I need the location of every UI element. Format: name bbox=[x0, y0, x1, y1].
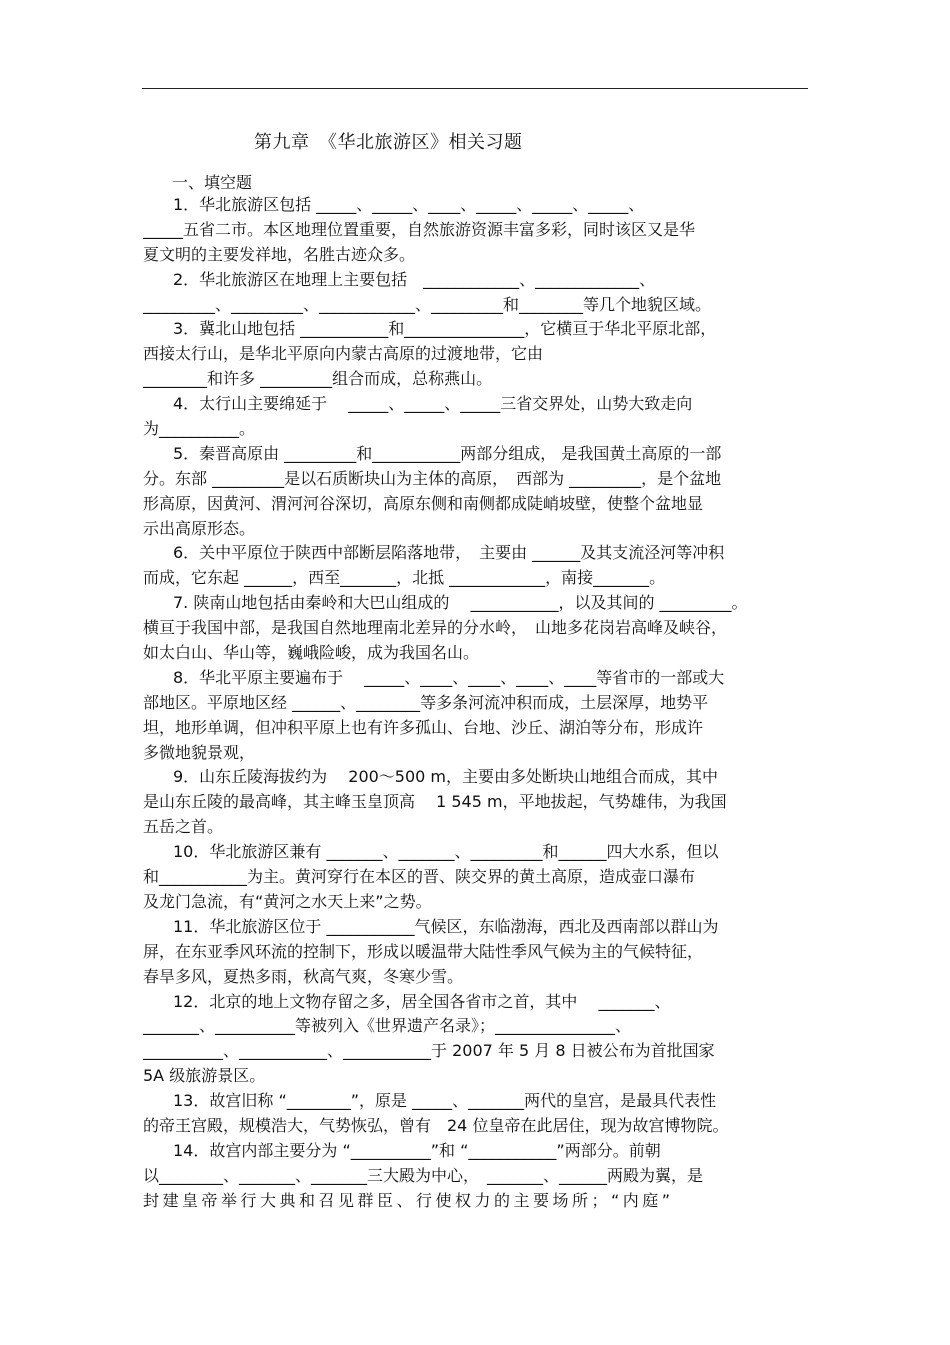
question-line: 12．北京的地上文物存留之多，居全国各省市之首，其中 _______、 bbox=[173, 991, 671, 1011]
question-line: 6．关中平原位于陕西中部断层陷落地带， 主要由 ______及其支流泾河等冲积 bbox=[173, 543, 725, 563]
question-10 bbox=[143, 840, 809, 915]
question-3 bbox=[143, 317, 809, 392]
question-line: 10．华北旅游区兼有 _______、_______、_________和______四大水系，但以 bbox=[173, 842, 719, 862]
question-line: 2．华北旅游区在地理上主要包括 ____________、_____________、 bbox=[173, 269, 656, 289]
question-7 bbox=[143, 591, 809, 666]
question-line: 春旱多风，夏热多雨，秋高气爽，冬寒少雪。 bbox=[143, 966, 464, 986]
question-6 bbox=[143, 541, 809, 591]
question-line: 的帝王宫殿，规模浩大，气势恢弘，曾有 24 位皇帝在此居住，现为故宫博物院。 bbox=[143, 1115, 729, 1135]
question-2 bbox=[143, 268, 809, 318]
question-line: 坦，地形单调，但冲积平原上也有许多孤山、台地、沙丘、湖泊等分布，形成许 bbox=[143, 717, 704, 737]
question-line: 而成，它东起 ______，西至_______，北抵 ____________，南接_______。 bbox=[143, 568, 666, 588]
question-line: 14．故宫内部主要分为 “__________”和 “___________”两部分。前朝 bbox=[173, 1140, 661, 1160]
question-line: _________、_________、____________、_________和________等几个地貌区域。 bbox=[143, 294, 712, 314]
question-line: 3．冀北山地包括 ___________和_______________，它横亘于华北平原北部， bbox=[173, 319, 717, 339]
question-11 bbox=[143, 915, 809, 990]
question-4 bbox=[143, 392, 809, 442]
question-line: _______、__________等被列入《世界遗产名录》；_______________、 bbox=[143, 1016, 632, 1036]
question-line: 11．华北旅游区位于 ___________气候区，东临渤海，西北及西南部以群山为 bbox=[173, 916, 719, 936]
question-line: 分。东部 _________是以石质断块山为主体的高原， 西部为 _________，是个盆地 bbox=[143, 468, 722, 488]
question-line: 以________、_______、_______三大殿为中心， _______、______两殿为翼，是 bbox=[143, 1165, 704, 1185]
question-line: 5．秦晋高原由 _________和___________两部分组成， 是我国黄土高原的一部 bbox=[173, 443, 722, 463]
question-line: 部地区。平原地区经 ______、________等多条河流冲积而成，土层深厚，地势平 bbox=[143, 692, 709, 712]
question-line: 如太白山、华山等，巍峨险峻，成为我国名山。 bbox=[143, 643, 480, 663]
question-line: 形高原，因黄河、渭河河谷深切，高原东侧和南侧都成陡峭坡壁，使整个盆地显 bbox=[143, 493, 704, 513]
question-line: 横亘于我国中部，是我国自然地理南北差异的分水岭， 山地多花岗岩高峰及峡谷， bbox=[143, 618, 728, 638]
question-12 bbox=[143, 990, 809, 1090]
question-line: ________和许多 _________组合而成，总称燕山。 bbox=[143, 369, 493, 389]
question-line: 西接太行山，是华北平原向内蒙古高原的过渡地带，它由 bbox=[143, 344, 544, 364]
page-title: 第九章 《华北旅游区》相关习题 bbox=[254, 132, 523, 153]
question-line: 4．太行山主要绵延于 _____、_____、_____三省交界处，山势大致走向 bbox=[173, 394, 693, 414]
question-line: 封建皇帝举行大典和召见群臣、行使权力的主要场所；“内庭” bbox=[143, 1190, 674, 1210]
question-line: 五岳之首。 bbox=[143, 817, 224, 837]
question-line: 1．华北旅游区包括 _____、_____、____、_____、_____、_____、 bbox=[173, 195, 645, 214]
question-line: 是山东丘陵的最高峰，其主峰玉皇顶高 1 545 m，平地拔起，气势雄伟，为我国 bbox=[143, 792, 727, 812]
question-13 bbox=[143, 1089, 809, 1139]
question-line: 和___________为主。黄河穿行在本区的晋、陕交界的黄土高原，造成壶口瀑布 bbox=[143, 867, 696, 887]
question-line: 5A 级旅游景区。 bbox=[143, 1066, 266, 1086]
header-rule bbox=[142, 88, 808, 89]
question-8 bbox=[143, 666, 809, 766]
question-line: 示出高原形态。 bbox=[143, 518, 256, 538]
question-line: 为__________。 bbox=[143, 419, 256, 439]
question-list bbox=[143, 193, 809, 1214]
question-line: 9．山东丘陵海拔约为 200～500 m，主要由多处断块山地组合而成，其中 bbox=[173, 767, 719, 787]
question-line: _____五省二市。本区地理位置重要，自然旅游资源丰富多彩，同时该区又是华 bbox=[143, 219, 696, 239]
section-heading: 一、填空题 bbox=[172, 173, 253, 192]
question-14 bbox=[143, 1139, 809, 1214]
question-line: 8．华北平原主要遍布于 _____、____、____、____、____等省市的一部或大 bbox=[173, 667, 725, 687]
question-line: 屏，在东亚季风环流的控制下，形成以暖温带大陆性季风气候为主的气候特征， bbox=[143, 941, 704, 961]
question-line: __________、___________、___________于 2007 年 5 月 8 日被公布为首批国家 bbox=[143, 1041, 715, 1061]
question-line: 7. 陕南山地包括由秦岭和大巴山组成的 ___________，以及其间的 _________。 bbox=[173, 593, 748, 613]
question-5 bbox=[143, 442, 809, 542]
question-line: 多微地貌景观， bbox=[143, 742, 256, 762]
question-1 bbox=[143, 193, 809, 268]
question-line: 13．故宫旧称 “________”，原是 _____、_______两代的皇宫，是最具代表性 bbox=[173, 1091, 717, 1111]
question-line: 夏文明的主要发祥地，名胜古迹众多。 bbox=[143, 244, 416, 264]
question-line: 及龙门急流，有“黄河之水天上来”之势。 bbox=[143, 891, 432, 911]
question-9 bbox=[143, 765, 809, 840]
